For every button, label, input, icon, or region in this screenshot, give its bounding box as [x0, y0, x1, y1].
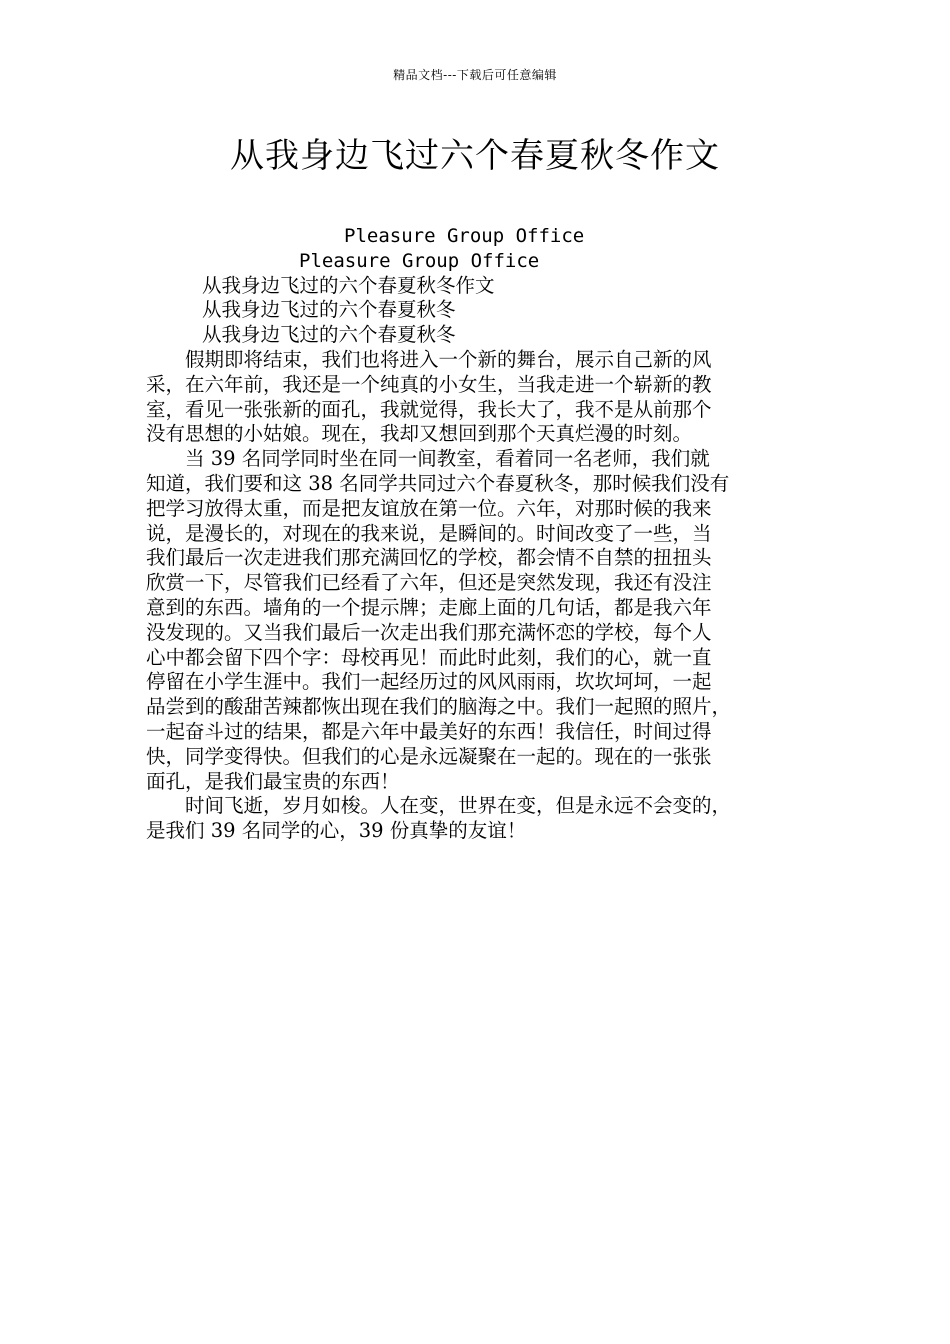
text-line: 没发现的。又当我们最后一次走出我们那充满怀恋的学校，每个人 — [146, 620, 712, 644]
text-line: 假期即将结束，我们也将进入一个新的舞台，展示自己新的风 — [146, 347, 712, 371]
text-line: 时间飞逝，岁月如梭。人在变，世界在变，但是永远不会变的， — [146, 794, 732, 818]
text-line: 当 39 名同学同时坐在同一间教室，看着同一名老师，我们就 — [146, 447, 710, 471]
document-body — [146, 224, 826, 844]
subtitle-line: 从我身边飞过的六个春夏秋冬作文 — [202, 273, 495, 297]
subtitle-line: 从我身边飞过的六个春夏秋冬 — [202, 323, 456, 347]
text-line: 心中都会留下四个字：母校再见！而此时此刻，我们的心，就一直 — [146, 645, 712, 669]
text-line: 停留在小学生涯中。我们一起经历过的风风雨雨，坎坎坷坷，一起 — [146, 670, 712, 694]
text-line: 欣赏一下，尽管我们已经看了六年，但还是突然发现，我还有没注 — [146, 571, 712, 595]
text-line: 把学习放得太重，而是把友谊放在第一位。六年，对那时候的我来 — [146, 496, 712, 520]
text-line: 面孔，是我们最宝贵的东西！ — [146, 769, 400, 793]
paragraph-1 — [146, 348, 826, 447]
paragraph-3 — [146, 794, 826, 844]
brand-line: Pleasure Group Office — [344, 225, 585, 247]
text-line: 一起奋斗过的结果，都是六年中最美好的东西！我信任，时间过得 — [146, 719, 712, 743]
header-note: 精品文档---下载后可任意编辑 — [393, 68, 557, 82]
text-line: 采，在六年前，我还是一个纯真的小女生，当我走进一个崭新的教 — [146, 372, 712, 396]
text-line: 意到的东西。墙角的一个提示牌；走廊上面的几句话，都是我六年 — [146, 595, 712, 619]
text-line: 知道，我们要和这 38 名同学共同过六个春夏秋冬，那时候我们没有 — [146, 471, 730, 495]
text-line: 说，是漫长的，对现在的我来说，是瞬间的。时间改变了一些，当 — [146, 521, 712, 545]
text-line: 是我们 39 名同学的心，39 份真挚的友谊！ — [146, 819, 527, 843]
text-line: 没有思想的小姑娘。现在，我却又想回到那个天真烂漫的时刻。 — [146, 422, 693, 446]
text-line: 室，看见一张张新的面孔，我就觉得，我长大了，我不是从前那个 — [146, 397, 712, 421]
text-line: 快，同学变得快。但我们的心是永远凝聚在一起的。现在的一张张 — [146, 744, 712, 768]
paragraph-2 — [146, 447, 826, 794]
brand-line: Pleasure Group Office — [299, 249, 540, 272]
text-line: 品尝到的酸甜苦辣都恢出现在我们的脑海之中。我们一起照的照片， — [146, 695, 732, 719]
document-title: 从我身边飞过六个春夏秋冬作文 — [230, 136, 720, 176]
text-line: 我们最后一次走进我们那充满回忆的学校，都会情不自禁的扭扭头 — [146, 546, 712, 570]
subtitle-line: 从我身边飞过的六个春夏秋冬 — [202, 298, 456, 322]
